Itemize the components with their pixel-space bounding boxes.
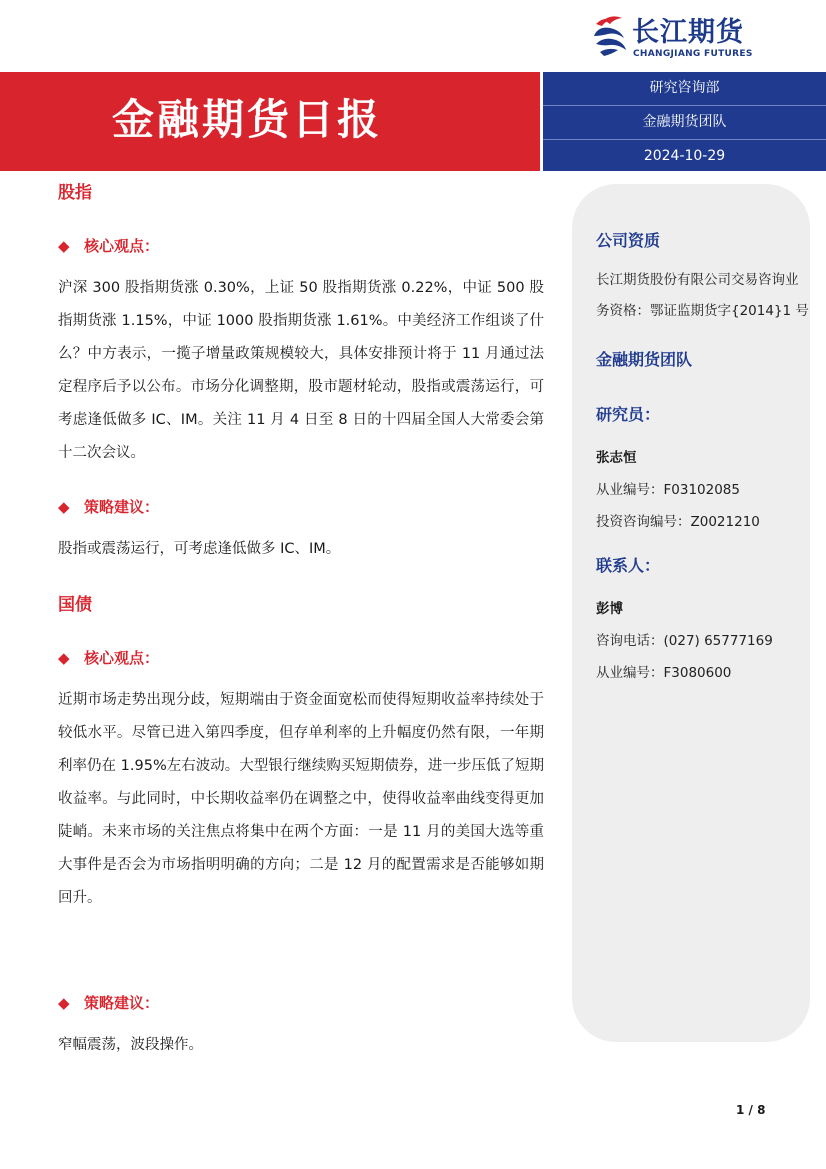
qualification-line: 长江期货股份有限公司交易咨询业 xyxy=(596,272,799,288)
strategy-heading xyxy=(58,993,159,1013)
core-view-label: 核心观点： xyxy=(84,649,160,667)
researcher-title: 研究员： xyxy=(596,405,661,424)
strategy-text: 窄幅震荡，波段操作。 xyxy=(58,1037,203,1053)
contact-phone: 咨询电话：(027) 65777169 xyxy=(596,633,773,649)
page-number: 1 / 8 xyxy=(736,1103,766,1117)
logo-name-cn: 长江期货 xyxy=(632,17,744,48)
researcher-name: 张志恒 xyxy=(596,450,637,466)
section-title-stock-index: 股指 xyxy=(58,183,92,203)
diamond-bullet-icon: ◆ xyxy=(58,994,70,1012)
researcher-advisory-no: 投资咨询编号：Z0021210 xyxy=(596,514,760,530)
report-date: 2024-10-29 xyxy=(643,148,726,164)
department-label: 研究咨询部 xyxy=(649,80,720,96)
qualification-title: 公司资质 xyxy=(596,231,661,250)
core-view-label: 核心观点： xyxy=(84,237,160,255)
changjiang-logo-icon xyxy=(590,14,630,58)
team-label: 金融期货团队 xyxy=(642,114,727,130)
qualification-line: 务资格：鄂证监期货字{2014}1 号 xyxy=(596,303,809,319)
strategy-label: 策略建议： xyxy=(84,994,160,1012)
strategy-text: 股指或震荡运行，可考虑逢低做多 IC、IM。 xyxy=(58,541,341,557)
strategy-label: 策略建议： xyxy=(84,498,160,516)
section-title-treasury: 国债 xyxy=(58,595,92,615)
report-title: 金融期货日报 xyxy=(112,95,383,144)
strategy-heading xyxy=(58,497,159,517)
team-title: 金融期货团队 xyxy=(596,350,693,369)
diamond-bullet-icon: ◆ xyxy=(58,649,70,667)
contact-name: 彭博 xyxy=(596,601,623,617)
core-view-text: 沪深 300 股指期货涨 0.30%，上证 50 股指期货涨 0.22%，中证 500 股指期货涨 1.15%，中证 1000 股指期货涨 1.61%。中美经济工作组谈了什么？中方表示，一揽子增量政策规模较大，具体安排预计将于 11 月通过法定程序后予以公布。市场分化调整期，股市题材轮动，股指或震荡运行，可考虑逢低做多 IC、IM。关注 11 月 4 日至 8 日的十四届全国人大常委会第十二次会议。 xyxy=(58,280,544,461)
core-view-heading xyxy=(58,648,159,668)
company-logo xyxy=(590,12,770,62)
contact-title: 联系人： xyxy=(596,556,661,575)
diamond-bullet-icon: ◆ xyxy=(58,237,70,255)
contact-license: 从业编号：F3080600 xyxy=(596,665,732,681)
core-view-heading xyxy=(58,236,159,256)
core-view-text: 近期市场走势出现分歧，短期端由于资金面宽松而使得短期收益率持续处于较低水平。尽管已进入第四季度，但存单利率的上升幅度仍然有限，一年期利率仍在 1.95%左右波动。大型银行继续购买短期债券，进一步压低了短期收益率。与此同时，中长期收益率仍在调整之中，使得收益率曲线变得更加陡峭。未来市场的关注焦点将集中在两个方面：一是 11 月的美国大选等重大事件是否会为市场指明明确的方向；二是 12 月的配置需求是否能够如期回升。 xyxy=(58,692,544,906)
researcher-license: 从业编号：F03102085 xyxy=(596,482,740,498)
diamond-bullet-icon: ◆ xyxy=(58,498,70,516)
logo-name-en: CHANGJIANG FUTURES xyxy=(633,49,753,59)
